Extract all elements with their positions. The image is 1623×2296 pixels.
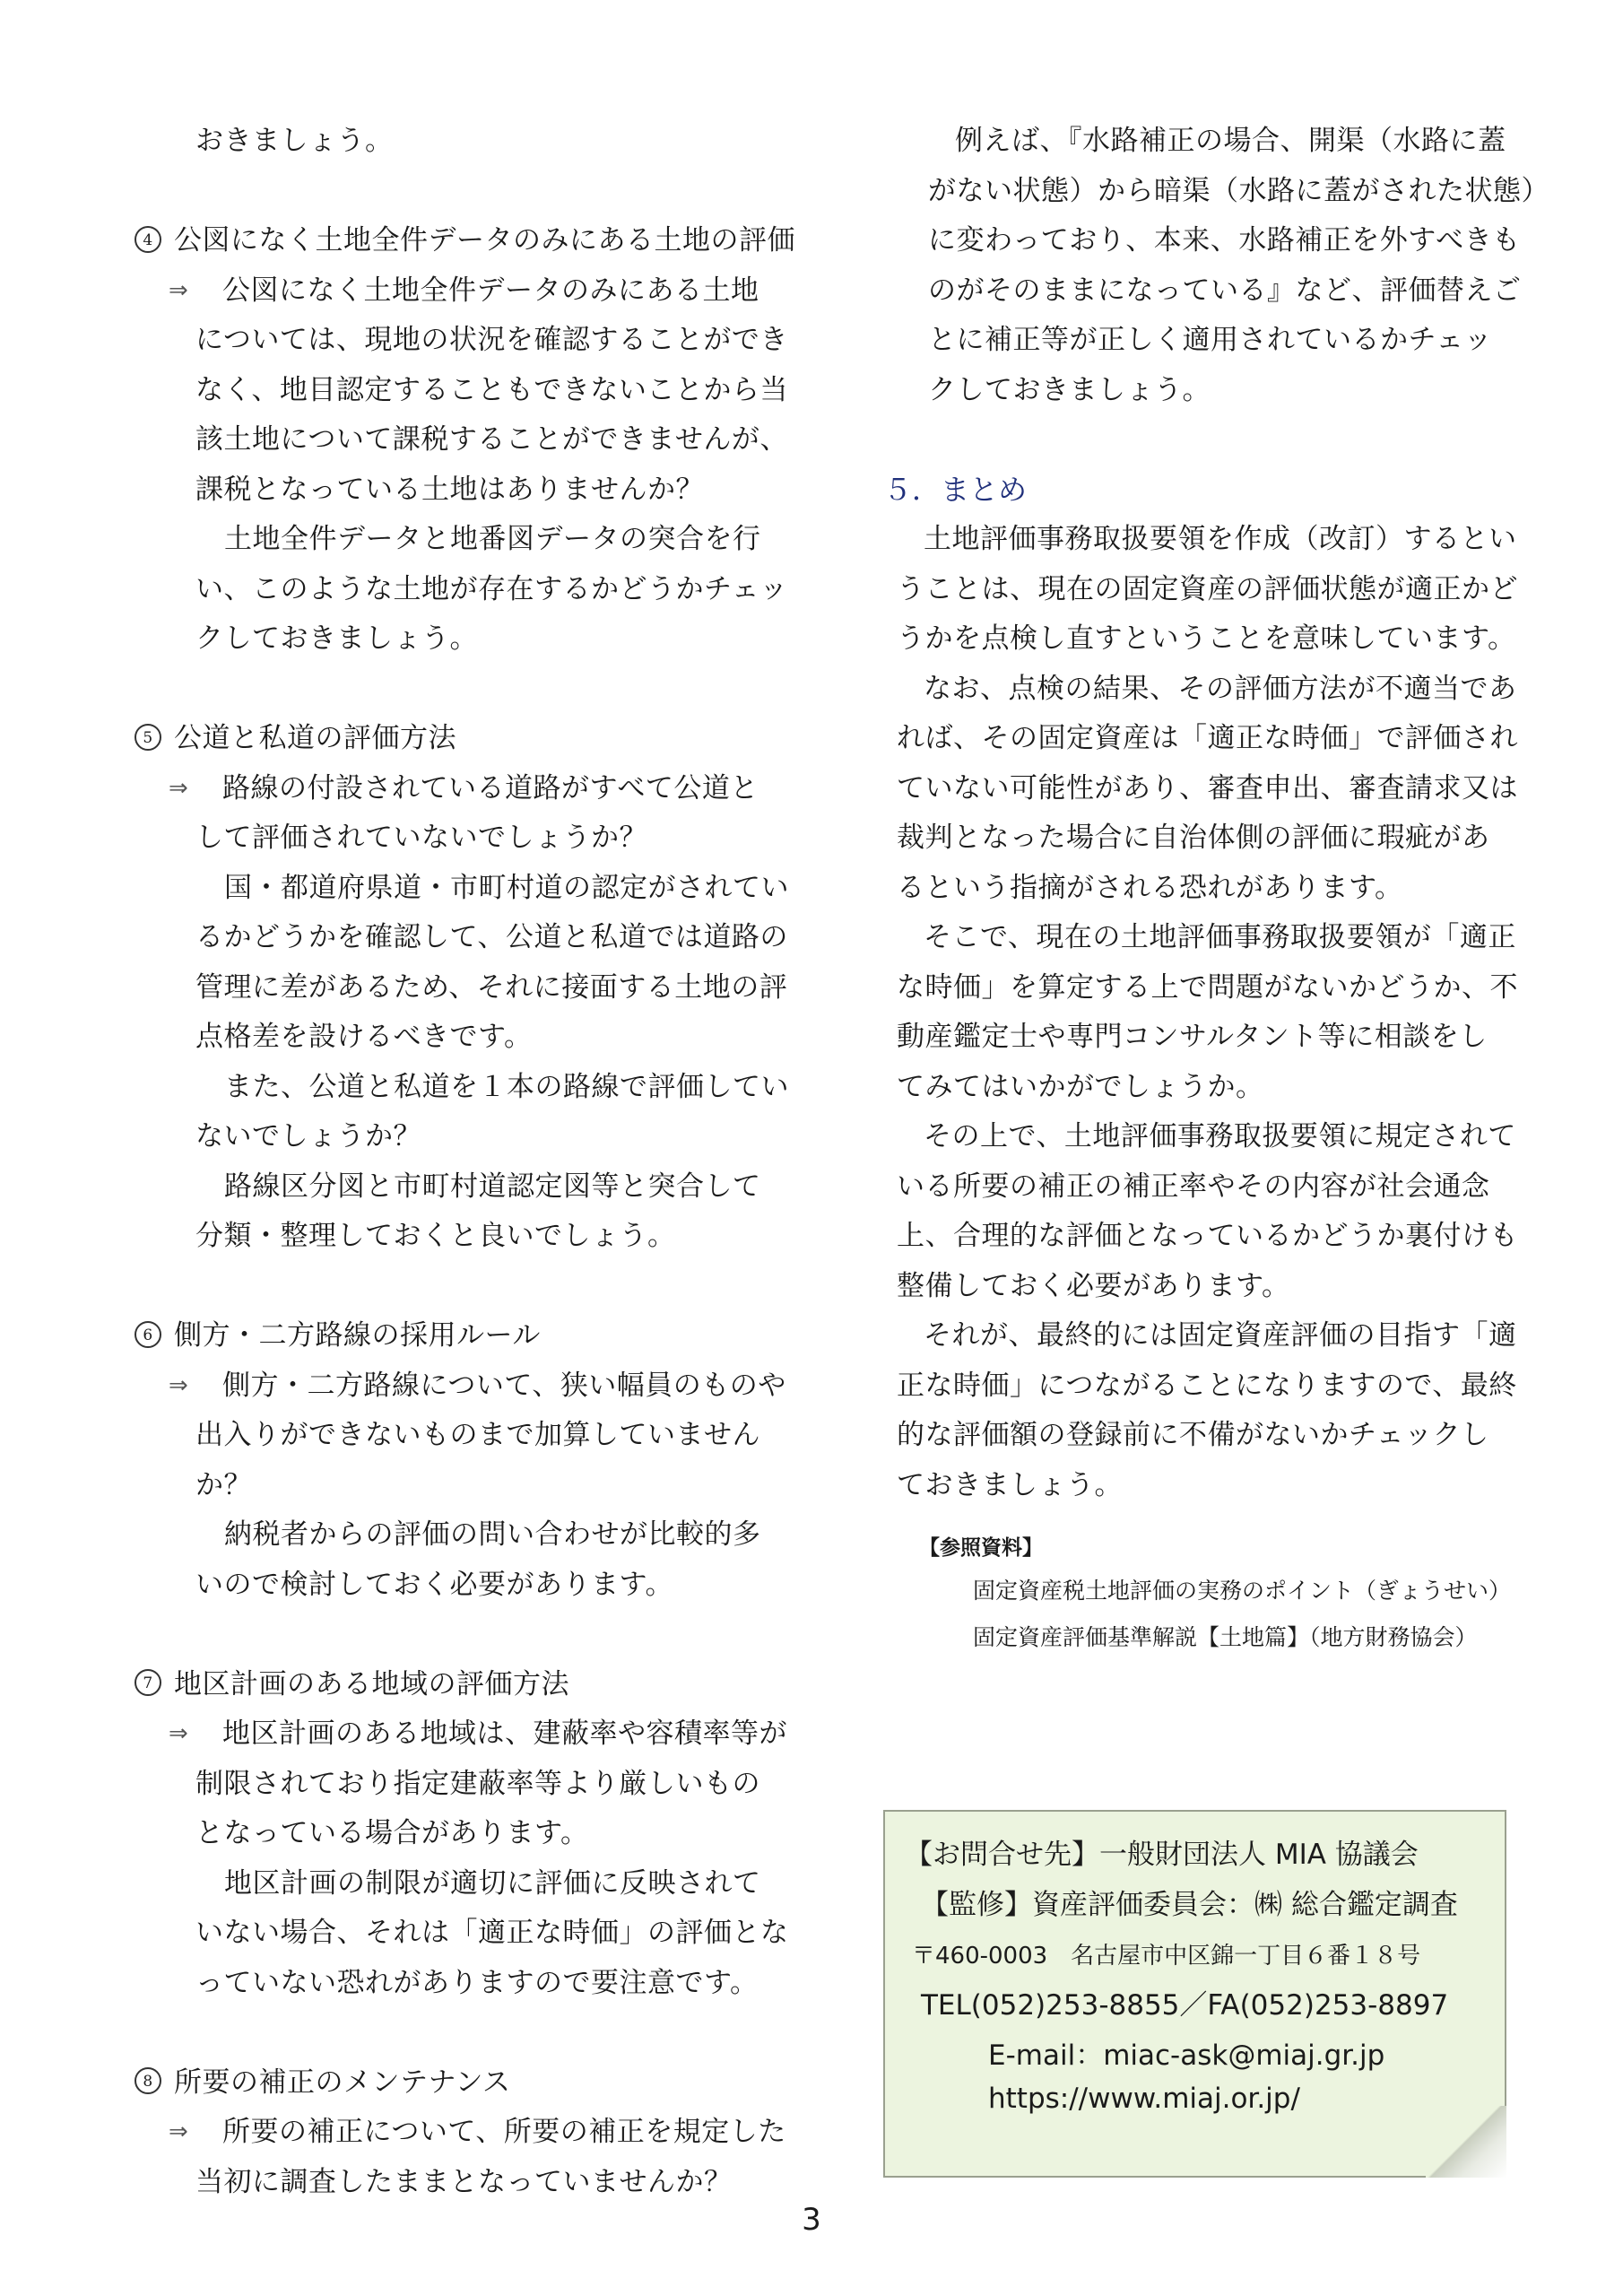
text-line: うことは、現在の固定資産の評価状態が適正かど bbox=[897, 572, 1518, 605]
bullet-line bbox=[135, 1709, 798, 1760]
spacer bbox=[135, 1262, 798, 1312]
spacer bbox=[883, 415, 1547, 465]
text-line: おきましょう。 bbox=[195, 125, 394, 157]
contact-url-link[interactable]: https://www.miaj.or.jp/ bbox=[988, 2083, 1300, 2115]
left-column bbox=[135, 117, 798, 2207]
paragraph-line: 国・都道府県道・市町村道の認定がされてい bbox=[224, 871, 789, 904]
section-heading-text: 公図になく土地全件データのみにある土地の評価 bbox=[174, 224, 795, 257]
section-title: ５．まとめ bbox=[883, 472, 1028, 507]
circled-number-icon: 7 bbox=[135, 1669, 161, 1696]
text-line: てみてはいかがでしょうか。 bbox=[897, 1070, 1264, 1103]
text-line: ておきましょう。 bbox=[897, 1468, 1123, 1501]
text-line: 分類・整理しておくと良いでしょう。 bbox=[195, 1220, 676, 1252]
text-line: については、現地の状況を確認することができ bbox=[195, 324, 788, 356]
spacer bbox=[135, 665, 798, 715]
contact-tel-fax: TEL(052)253-8855／FA(052)253-8897 bbox=[921, 1989, 1449, 2022]
bullet-text: 路線の付設されている道路がすべて公道と bbox=[222, 771, 759, 804]
text-line: るかどうかを確認して、公道と私道では道路の bbox=[195, 921, 788, 953]
arrow-right-icon: ⇒ bbox=[169, 774, 189, 802]
contact-supervisor: 【監修】資産評価委員会：㈱ 総合鑑定調査 bbox=[921, 1889, 1458, 1921]
paragraph-line: それが、最終的には固定資産評価の目指す「適 bbox=[924, 1319, 1517, 1352]
arrow-right-icon: ⇒ bbox=[169, 1371, 189, 1399]
spacer bbox=[135, 1610, 798, 1660]
text-line: 当初に調査したままとなっていませんか？ bbox=[195, 2165, 733, 2198]
text-line: 制限されており指定建蔽率等より厳しいもの bbox=[195, 1767, 760, 1800]
arrow-right-icon: ⇒ bbox=[169, 1720, 189, 1747]
bullet-line bbox=[135, 1361, 798, 1412]
right-column bbox=[883, 117, 1547, 1661]
paragraph-line: 土地全件データと地番図データの突合を行 bbox=[224, 523, 761, 555]
text-line: うかを点検し直すということを意味しています。 bbox=[897, 622, 1516, 655]
text-line: がない状態）から暗渠（水路に蓋がされた状態） bbox=[928, 174, 1549, 207]
text-line: なく、地目認定することもできないことから当 bbox=[195, 373, 788, 406]
section-heading bbox=[135, 1311, 798, 1361]
section-heading bbox=[135, 216, 798, 266]
text-line: となっている場合があります。 bbox=[195, 1817, 589, 1849]
bullet-text: 公図になく土地全件データのみにある土地 bbox=[222, 274, 759, 307]
circled-number-icon: 6 bbox=[135, 1321, 161, 1348]
circled-number-icon: 5 bbox=[135, 724, 161, 751]
bullet-text: 側方・二方路線について、狭い幅員のものや bbox=[222, 1369, 786, 1402]
reference-item: 固定資産評価基準解説【土地篇】（地方財務協会） bbox=[973, 1624, 1478, 1650]
text-line: 裁判となった場合に自治体側の評価に瑕疵があ bbox=[897, 822, 1490, 854]
text-line: ないでしょうか？ bbox=[195, 1120, 421, 1152]
bullet-line bbox=[135, 266, 798, 317]
page-curl-decoration bbox=[1426, 2106, 1506, 2178]
paragraph-line: また、公道と私道を１本の路線で評価してい bbox=[224, 1070, 789, 1103]
text-line: い、このような土地が存在するかどうかチェッ bbox=[195, 572, 788, 605]
references-heading: 【参照資料】 bbox=[919, 1536, 1043, 1560]
text-line: 正な時価」につながることになりますので、最終 bbox=[897, 1369, 1517, 1402]
bullet-text: 地区計画のある地域は、建蔽率や容積率等が bbox=[222, 1718, 787, 1750]
bullet-text: 所要の補正について、所要の補正を規定した bbox=[222, 2116, 786, 2148]
section-heading bbox=[135, 1660, 798, 1710]
paragraph-line: なお、点検の結果、その評価方法が不適当であ bbox=[924, 672, 1517, 705]
paragraph-line: 納税者からの評価の問い合わせが比較的多 bbox=[224, 1518, 761, 1551]
text-line: に変わっており、本来、水路補正を外すべきも bbox=[928, 224, 1521, 257]
bullet-line bbox=[135, 764, 798, 814]
text-line: 動産鑑定士や専門コンサルタント等に相談をし bbox=[897, 1021, 1488, 1053]
text-line: 課税となっている土地はありませんか？ bbox=[195, 473, 704, 506]
text-line: 上、合理的な評価となっているかどうか裏付けも bbox=[897, 1220, 1518, 1252]
paragraph-line: その上で、土地評価事務取扱要領に規定されて bbox=[924, 1120, 1516, 1152]
paragraph-line: 例えば、『水路補正の場合、開渠（水路に蓋 bbox=[955, 125, 1506, 157]
text-line: いので検討しておく必要があります。 bbox=[195, 1568, 674, 1601]
paragraph-line: 土地評価事務取扱要領を作成（改訂）するとい bbox=[924, 523, 1517, 555]
text-line: とに補正等が正しく適用されているかチェッ bbox=[928, 324, 1493, 356]
bullet-line bbox=[135, 2108, 798, 2158]
text-line: 的な評価額の登録前に不備がないかチェックし bbox=[897, 1419, 1489, 1451]
page-number: 3 bbox=[802, 2202, 821, 2238]
text-line: して評価されていないでしょうか？ bbox=[195, 822, 647, 854]
text-line: れば、その固定資産は「適正な時価」で評価され bbox=[897, 722, 1518, 754]
paragraph-line: 路線区分図と市町村道認定図等と突合して bbox=[224, 1170, 761, 1203]
circled-number-icon: 8 bbox=[135, 2067, 161, 2094]
contact-address: 〒460-0003 名古屋市中区錦一丁目６番１８号 bbox=[912, 1943, 1421, 1970]
contact-email[interactable]: E-mail：miac-ask@miaj.gr.jp bbox=[988, 2039, 1385, 2072]
text-line: クしておきましょう。 bbox=[928, 373, 1211, 406]
text-line: か？ bbox=[195, 1468, 252, 1501]
text-line: 出入りができないものまで加算していません bbox=[195, 1419, 760, 1451]
contact-title: 【お問合せ先】一般財団法人 MIA 協議会 bbox=[905, 1839, 1419, 1871]
arrow-right-icon: ⇒ bbox=[169, 276, 189, 304]
paragraph-line: 地区計画の制限が適切に評価に反映されて bbox=[224, 1866, 761, 1900]
section-heading-text: 側方・二方路線の採用ルール bbox=[174, 1319, 541, 1352]
section-heading bbox=[135, 2058, 798, 2109]
text-line: 点格差を設けるべきです。 bbox=[195, 1021, 533, 1053]
paragraph-line: そこで、現在の土地評価事務取扱要領が「適正 bbox=[924, 921, 1516, 953]
spacer bbox=[135, 2008, 798, 2058]
text-line: いない場合、それは「適正な時価」の評価とな bbox=[195, 1917, 789, 1949]
text-line: のがそのままになっている』など、評価替えご bbox=[928, 274, 1522, 307]
text-line: っていない恐れがありますので要注意です。 bbox=[195, 1966, 759, 1999]
contact-box bbox=[883, 1810, 1506, 2178]
text-line: な時価」を算定する上で問題がないかどうか、不 bbox=[897, 970, 1518, 1004]
text-line: いる所要の補正の補正率やその内容が社会通念 bbox=[897, 1170, 1490, 1203]
text-line: るという指摘がされる恐れがあります。 bbox=[897, 871, 1403, 904]
section-heading bbox=[135, 714, 798, 764]
arrow-right-icon: ⇒ bbox=[169, 2118, 189, 2145]
spacer bbox=[135, 167, 798, 217]
text-line: 整備しておく必要があります。 bbox=[897, 1269, 1290, 1302]
text-line: 管理に差があるため、それに接面する土地の評 bbox=[195, 970, 788, 1004]
section-heading-text: 地区計画のある地域の評価方法 bbox=[174, 1667, 569, 1700]
section-heading-text: 公道と私道の評価方法 bbox=[174, 722, 456, 754]
circled-number-icon: 4 bbox=[135, 226, 161, 253]
text-line: クしておきましょう。 bbox=[195, 622, 478, 655]
text-line: ていない可能性があり、審査申出、審査請求又は bbox=[897, 771, 1518, 804]
section-heading-text: 所要の補正のメンテナンス bbox=[174, 2066, 511, 2099]
reference-item: 固定資産税土地評価の実務のポイント（ぎょうせい） bbox=[973, 1578, 1512, 1604]
text-line: 該土地について課税することができませんが、 bbox=[195, 423, 788, 456]
